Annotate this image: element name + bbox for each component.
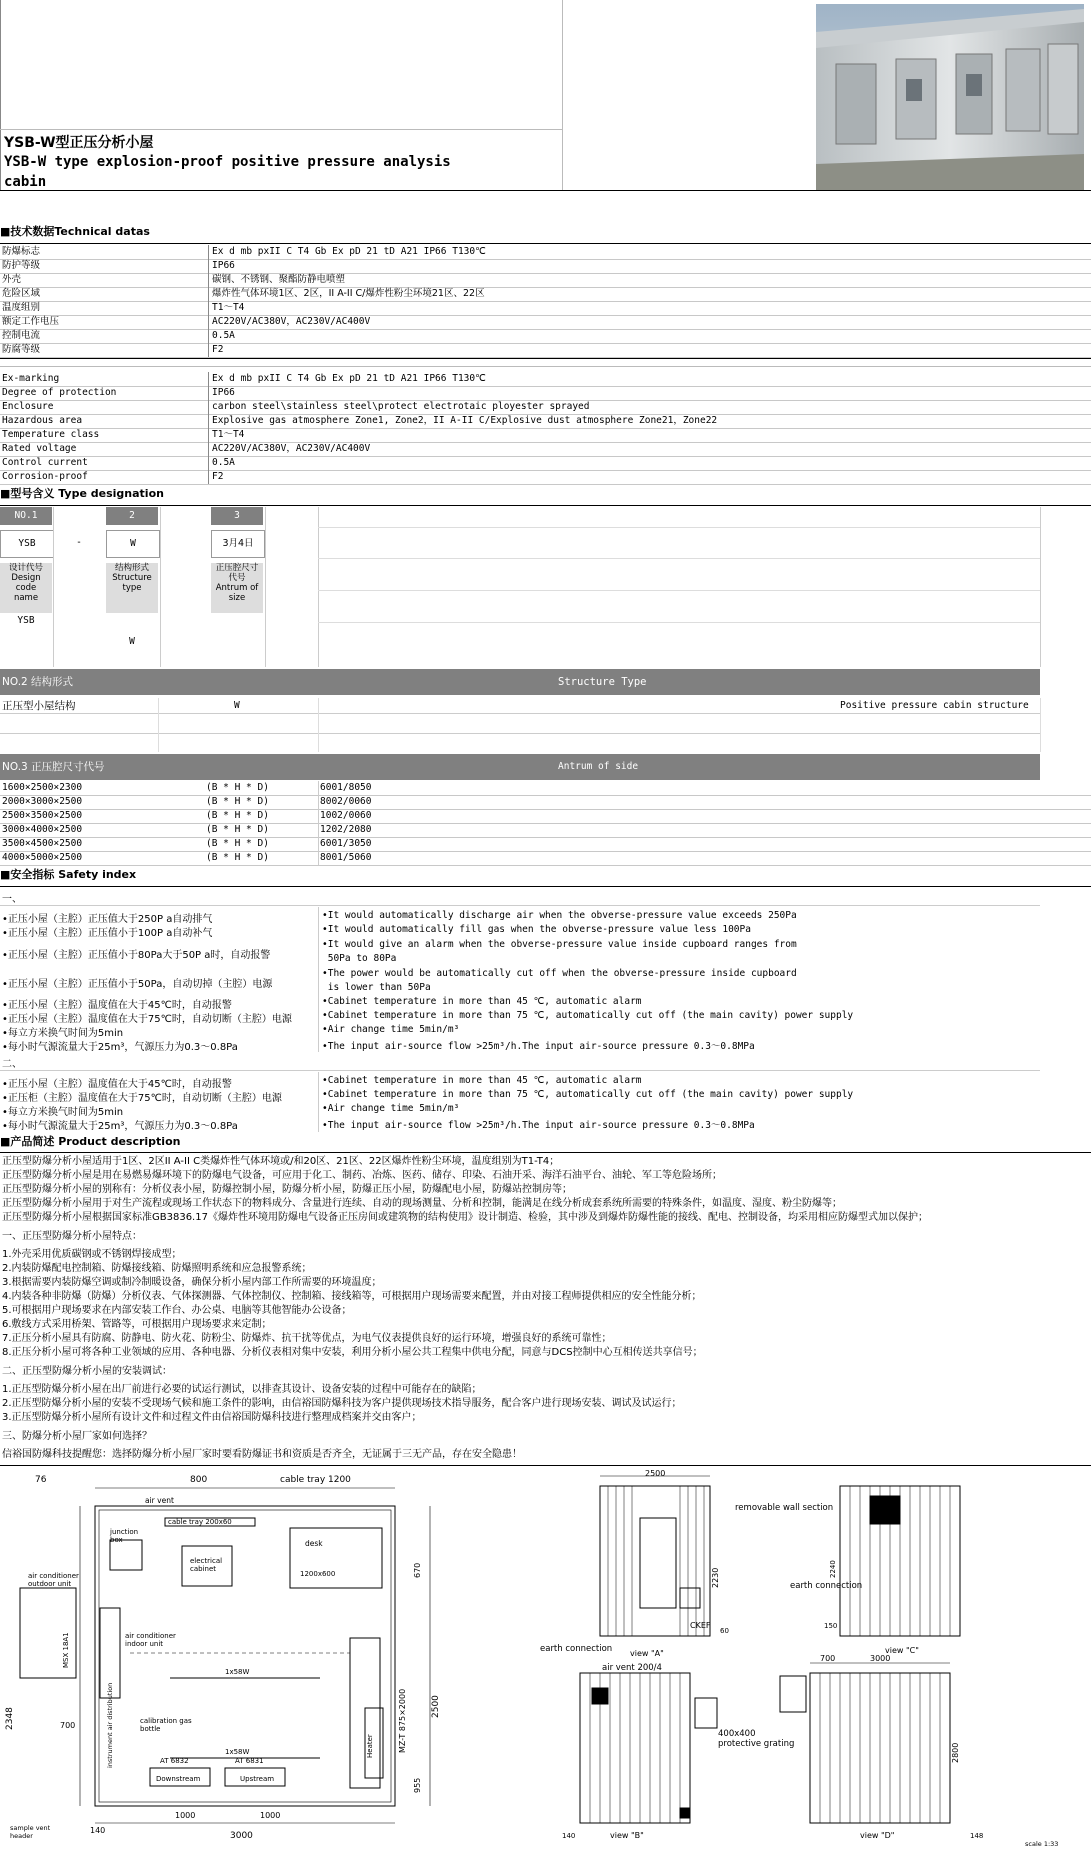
no2-bar: NO.2 结构形式 Structure Type [0, 669, 1040, 695]
svg-text:700: 700 [820, 1654, 836, 1663]
svg-text:700: 700 [60, 1721, 76, 1730]
svg-text:protective grating: protective grating [718, 1739, 795, 1749]
svg-text:sample vent: sample vent [10, 1824, 51, 1832]
svg-text:air vent 200/4: air vent 200/4 [602, 1663, 662, 1673]
svg-text:2500: 2500 [645, 1469, 666, 1478]
svg-text:header: header [10, 1832, 33, 1840]
svg-text:indoor unit: indoor unit [125, 1640, 164, 1648]
svg-text:view "A": view "A" [630, 1649, 664, 1658]
header-area [0, 0, 1091, 190]
svg-text:1200x600: 1200x600 [300, 1570, 336, 1578]
svg-text:MSX 18A1: MSX 18A1 [62, 1632, 70, 1668]
svg-text:bottle: bottle [140, 1725, 161, 1733]
svg-text:earth connection: earth connection [790, 1581, 863, 1591]
svg-text:air conditioner: air conditioner [28, 1572, 79, 1580]
svg-text:2230: 2230 [711, 1567, 720, 1588]
page-title-en-2: cabin [4, 174, 47, 190]
svg-text:MZ-T 875×2000: MZ-T 875×2000 [398, 1688, 407, 1753]
cabin-layout-drawing [0, 1468, 540, 1846]
svg-text:148: 148 [970, 1832, 984, 1840]
svg-text:electrical: electrical [190, 1557, 223, 1565]
svg-text:3000: 3000 [230, 1831, 253, 1841]
technical-data-heading: ■技术数据Technical datas [0, 225, 150, 238]
svg-text:cable tray 1200: cable tray 1200 [280, 1475, 351, 1485]
svg-text:junction: junction [110, 1528, 139, 1536]
svg-text:150: 150 [824, 1622, 838, 1630]
type-designation-heading: ■型号含义 Type designation [0, 487, 164, 500]
svg-text:955: 955 [413, 1777, 422, 1793]
svg-text:140: 140 [562, 1832, 576, 1840]
svg-text:1x58W: 1x58W [225, 1668, 250, 1676]
svg-text:2348: 2348 [5, 1707, 15, 1730]
svg-text:1000: 1000 [175, 1811, 196, 1820]
svg-text:140: 140 [90, 1826, 106, 1835]
svg-text:3000: 3000 [870, 1654, 891, 1663]
product-heading: ■产品简述 Product description [0, 1135, 181, 1148]
svg-text:670: 670 [413, 1562, 422, 1578]
svg-text:scale 1:33: scale 1:33 [1025, 1840, 1059, 1846]
svg-text:outdoor unit: outdoor unit [28, 1580, 72, 1588]
svg-text:76: 76 [35, 1475, 47, 1485]
svg-text:cable tray 200x60: cable tray 200x60 [168, 1518, 232, 1526]
svg-text:2240: 2240 [829, 1560, 837, 1578]
svg-text:1000: 1000 [260, 1811, 281, 1820]
svg-text:AT 6831: AT 6831 [235, 1757, 264, 1765]
page-title-cn: YSB-W型正压分析小屋 [4, 135, 154, 151]
svg-text:earth connection: earth connection [540, 1644, 613, 1654]
cabin-views-drawing [540, 1468, 1091, 1846]
svg-text:Upstream: Upstream [240, 1775, 275, 1783]
svg-text:400x400: 400x400 [718, 1729, 756, 1739]
svg-text:2800: 2800 [951, 1742, 960, 1763]
cabin-photo [816, 4, 1084, 190]
svg-text:desk: desk [305, 1539, 323, 1548]
svg-text:instrument air distribution: instrument air distribution [106, 1682, 114, 1768]
svg-text:removable wall section: removable wall section [735, 1503, 834, 1513]
svg-text:view "C": view "C" [885, 1646, 919, 1655]
svg-text:800: 800 [190, 1475, 208, 1485]
svg-text:Downstream: Downstream [156, 1775, 201, 1783]
page-title-en: YSB-W type explosion-proof positive pressure analysis [4, 154, 451, 170]
svg-text:AT 6832: AT 6832 [160, 1757, 189, 1765]
svg-text:Heater: Heater [366, 1734, 374, 1758]
svg-text:2500: 2500 [431, 1695, 441, 1718]
svg-text:view "D": view "D" [860, 1831, 895, 1840]
svg-text:calibration gas: calibration gas [140, 1717, 192, 1725]
svg-text:box: box [110, 1536, 123, 1544]
svg-text:60: 60 [720, 1627, 729, 1635]
safety-heading: ■安全指标 Safety index [0, 868, 137, 881]
svg-text:CKEF: CKEF [690, 1621, 711, 1630]
svg-text:air vent: air vent [145, 1496, 174, 1505]
svg-text:1x58W: 1x58W [225, 1748, 250, 1756]
svg-text:cabinet: cabinet [190, 1565, 217, 1573]
no3-bar: NO.3 正压腔尺寸代号 Antrum of side [0, 754, 1040, 780]
svg-text:view "B": view "B" [610, 1831, 644, 1840]
svg-text:air conditioner: air conditioner [125, 1632, 176, 1640]
